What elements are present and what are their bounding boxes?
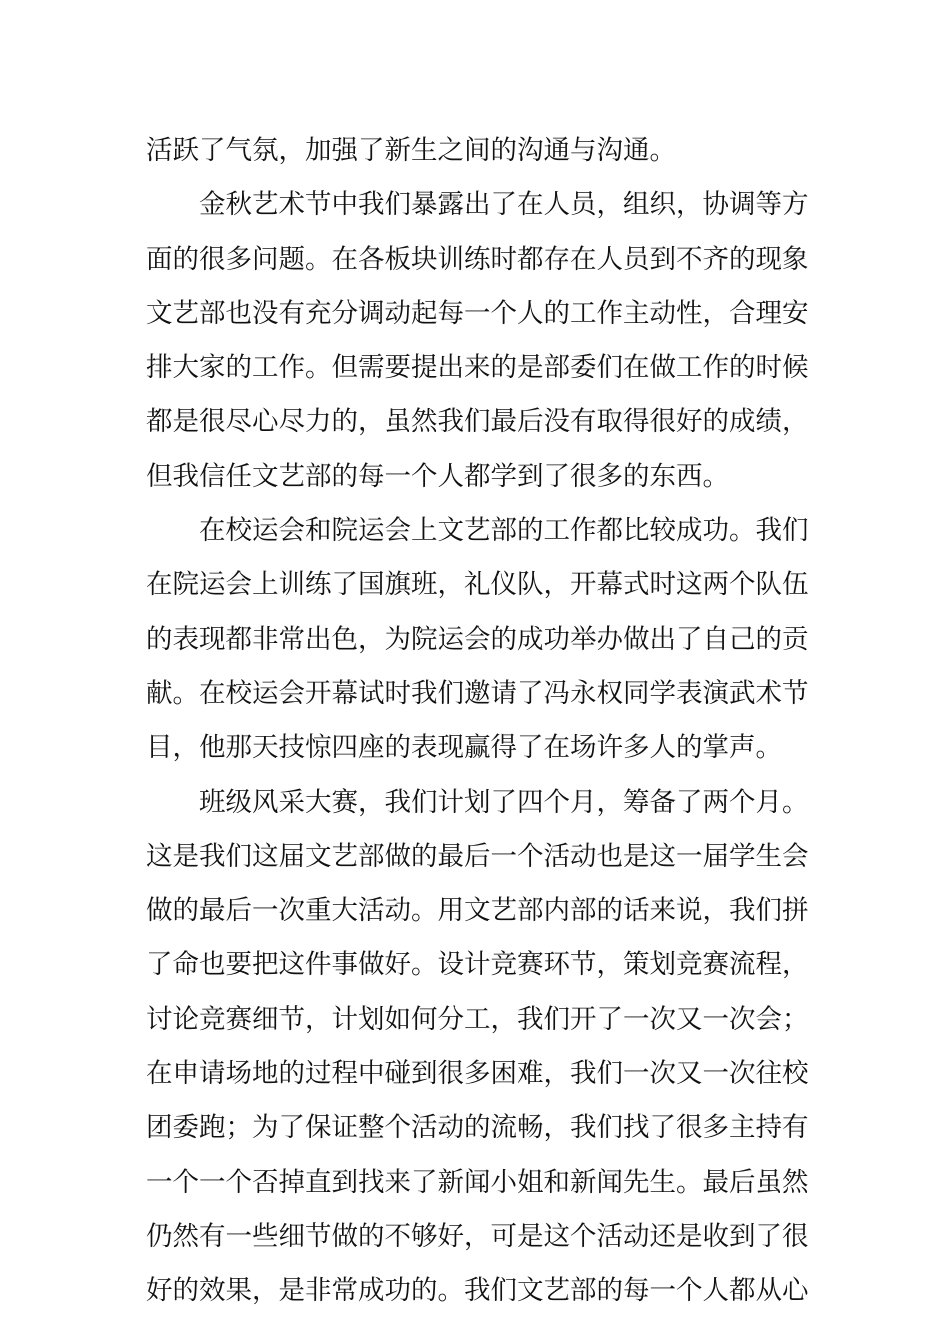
text-line: 献。在校运会开幕试时我们邀请了冯永权同学表演武术节: [146, 677, 809, 709]
text-line: 文艺部也没有充分调动起每一个人的工作主动性，合理安: [146, 297, 809, 329]
text-line: 排大家的工作。但需要提出来的是部委们在做工作的时候: [146, 352, 809, 384]
text-line: 了命也要把这件事做好。设计竞赛环节，策划竞赛流程，: [146, 949, 809, 981]
paragraph: [146, 504, 810, 775]
paragraph: [146, 776, 810, 1319]
text-line: 班级风采大赛，我们计划了四个月，筹备了两个月。: [199, 786, 809, 818]
paragraph: [146, 124, 810, 178]
text-line: 都是很尽心尽力的，虽然我们最后没有取得很好的成绩，: [146, 406, 809, 438]
text-line: 仍然有一些细节做的不够好，可是这个活动还是收到了很: [146, 1220, 809, 1252]
text-line: 这是我们这届文艺部做的最后一个活动也是这一届学生会: [146, 840, 809, 872]
document-body: [146, 124, 810, 1319]
text-line: 的表现都非常出色，为院运会的成功举办做出了自己的贡: [146, 623, 809, 655]
text-line: 但我信任文艺部的每一个人都学到了很多的东西。: [146, 460, 729, 492]
text-line: 面的很多问题。在各板块训练时都存在人员到不齐的现象: [146, 243, 809, 275]
text-line: 在院运会上训练了国旗班，礼仪队，开幕式时这两个队伍: [146, 569, 809, 601]
paragraph: [146, 178, 810, 504]
text-line: 金秋艺术节中我们暴露出了在人员，组织，协调等方: [199, 189, 809, 221]
text-line: 在申请场地的过程中碰到很多困难，我们一次又一次往校: [146, 1058, 809, 1090]
text-line: 在校运会和院运会上文艺部的工作都比较成功。我们: [199, 515, 809, 547]
text-line: 讨论竞赛细节，计划如何分工，我们开了一次又一次会；: [146, 1003, 809, 1035]
text-line: 好的效果，是非常成功的。我们文艺部的每一个人都从心: [146, 1275, 809, 1307]
text-line: 活跃了气氛，加强了新生之间的沟通与沟通。: [146, 135, 676, 166]
text-line: 目，他那天技惊四座的表现赢得了在场许多人的掌声。: [146, 732, 782, 764]
text-line: 做的最后一次重大活动。用文艺部内部的话来说，我们拼: [146, 895, 809, 927]
text-line: 一个一个否掉直到找来了新闻小姐和新闻先生。最后虽然: [146, 1166, 809, 1198]
text-line: 团委跑；为了保证整个活动的流畅，我们找了很多主持有: [146, 1112, 809, 1144]
